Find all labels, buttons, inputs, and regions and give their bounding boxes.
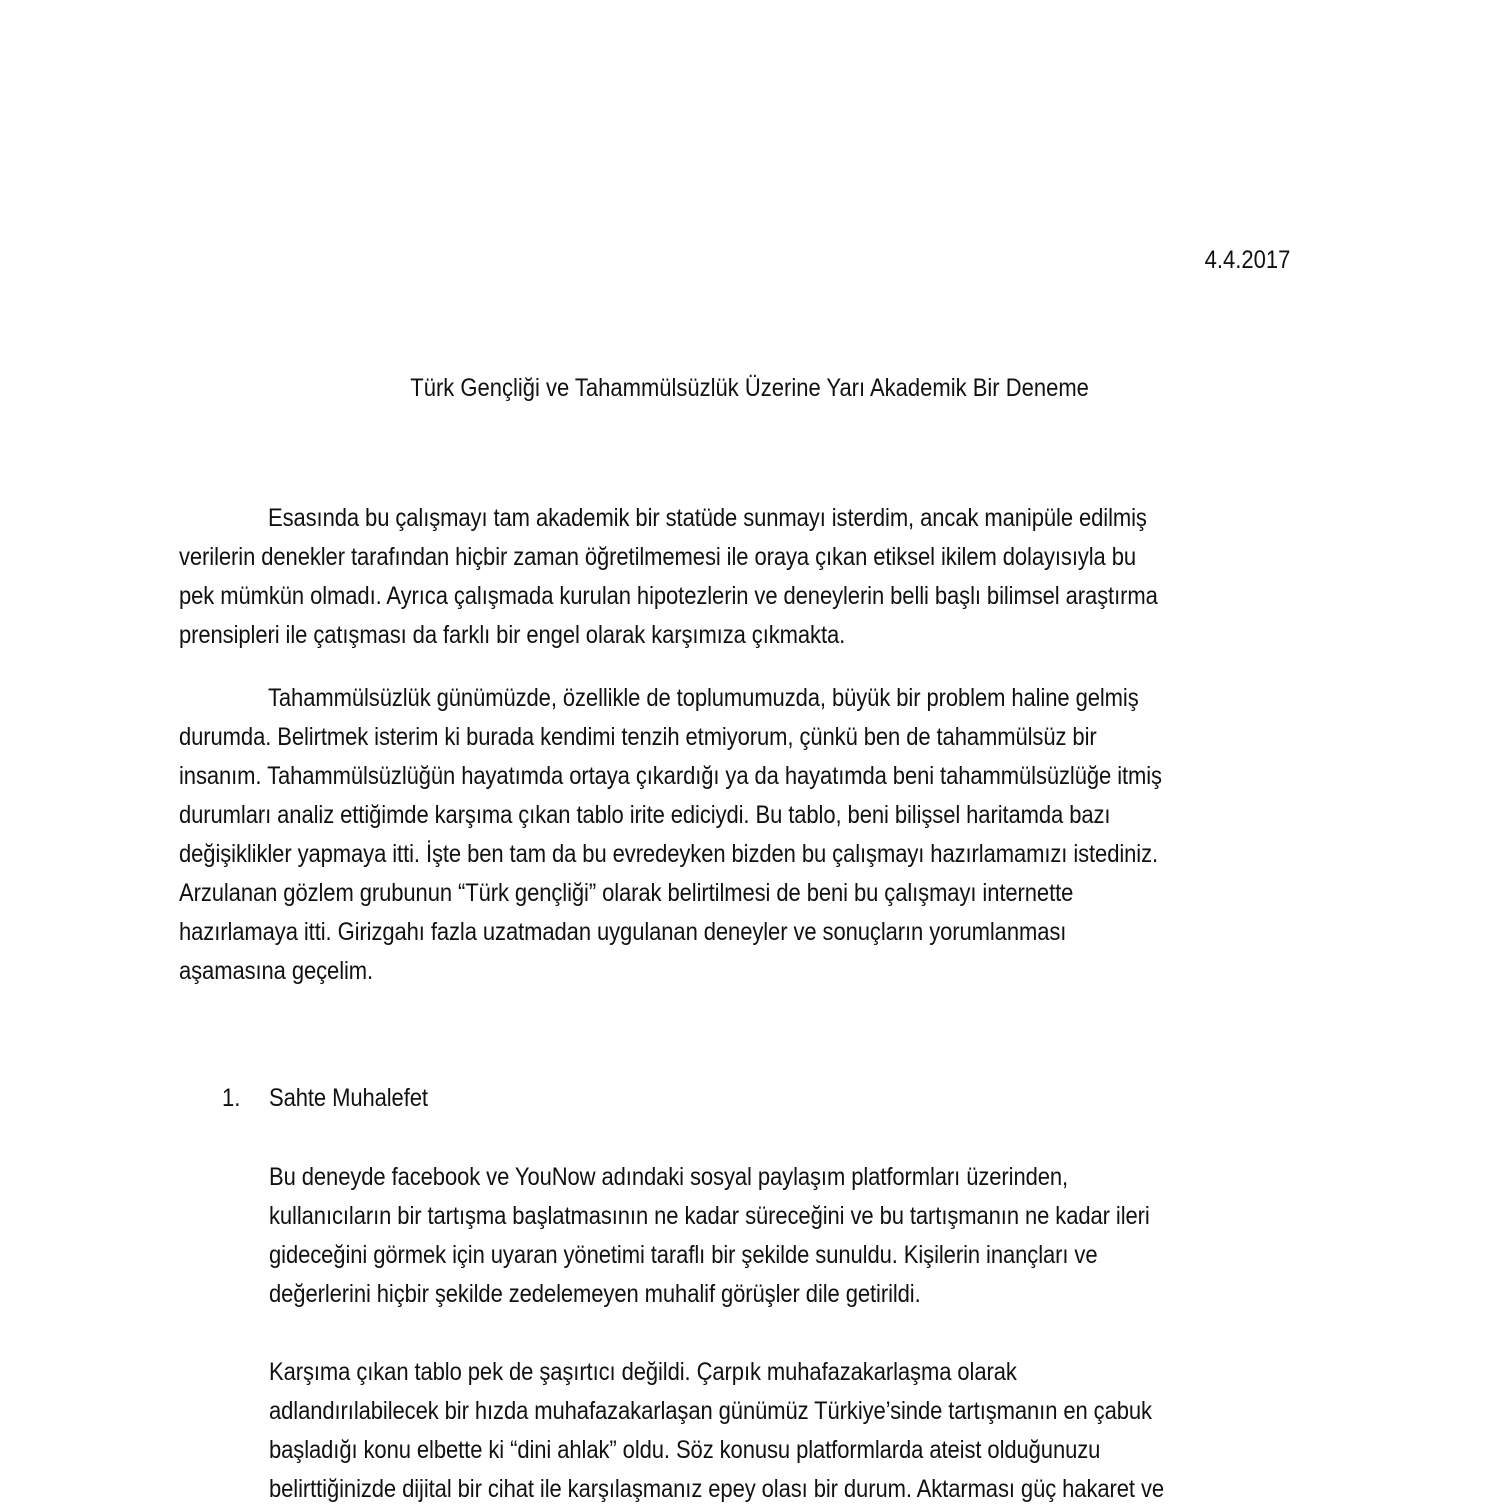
document-title xyxy=(0,373,1500,403)
text-line: Karşıma çıkan tablo pek de şaşırtıcı değildi. Çarpık muhafazakarlaşma olarak xyxy=(269,1358,1017,1386)
text-line: değerlerini hiçbir şekilde zedelemeyen muhalif görüşler dile getirildi. xyxy=(269,1280,921,1308)
text-line: kullanıcıların bir tartışma başlatmasının ne kadar süreceğini ve bu tartışmanın ne kadar ileri xyxy=(269,1202,1150,1230)
text-line: hazırlamaya itti. Girizgahı fazla uzatmadan uygulanan deneyler ve sonuçların yorumlanması xyxy=(179,918,1067,946)
text-line: Tahammülsüzlük günümüzde, özellikle de toplumumuzda, büyük bir problem haline gelmiş xyxy=(268,684,1139,712)
text-line: adlandırılabilecek bir hızda muhafazakarlaşan günümüz Türkiye’sinde tartışmanın en çabuk xyxy=(269,1397,1152,1425)
document-date: 4.4.2017 xyxy=(1204,246,1290,274)
text-line: prensipleri ile çatışması da farklı bir engel olarak karşımıza çıkmakta. xyxy=(179,621,846,649)
text-line: Arzulanan gözlem grubunun “Türk gençliği” olarak belirtilmesi de beni bu çalışmayı internette xyxy=(179,879,1074,907)
text-line: verilerin denekler tarafından hiçbir zaman öğretilmemesi ile oraya çıkan etiksel ikilem dolayısıyla bu xyxy=(179,543,1137,571)
text-line: belirttiğinizde dijital bir cihat ile karşılaşmanız epey olası bir durum. Aktarması güç hakaret ve xyxy=(269,1475,1165,1503)
text-line: Esasında bu çalışmayı tam akademik bir statüde sunmayı isterdim, ancak manipüle edilmiş xyxy=(268,504,1147,532)
document-title-text: Türk Gençliği ve Tahammülsüzlük Üzerine Yarı Akademik Bir Deneme xyxy=(410,374,1090,402)
section-heading-text: Sahte Muhalefet xyxy=(269,1084,428,1112)
text-line: başladığı konu elbette ki “dini ahlak” oldu. Söz konusu platformlarda ateist olduğunuzu xyxy=(269,1436,1101,1464)
text-line: gideceğini görmek için uyaran yönetimi taraflı bir şekilde sunuldu. Kişilerin inançları ve xyxy=(269,1241,1098,1269)
section-number: 1. xyxy=(222,1084,241,1112)
text-line: Bu deneyde facebook ve YouNow adındaki sosyal paylaşım platformları üzerinden, xyxy=(269,1163,1069,1191)
text-line: insanım. Tahammülsüzlüğün hayatımda ortaya çıkardığı ya da hayatımda beni tahammülsüzlüğe itmiş xyxy=(179,762,1162,790)
text-line: durumları analiz ettiğimde karşıma çıkan tablo irite ediciydi. Bu tablo, beni bilişsel haritamda bazı xyxy=(179,801,1111,829)
text-line: değişiklikler yapmaya itti. İşte ben tam da bu evredeyken bizden bu çalışmayı hazırlamamızı istediniz. xyxy=(179,840,1159,868)
text-line: aşamasına geçelim. xyxy=(179,957,374,985)
text-line: durumda. Belirtmek isterim ki burada kendimi tenzih etmiyorum, çünkü ben de tahammülsüz bir xyxy=(179,723,1097,751)
text-line: pek mümkün olmadı. Ayrıca çalışmada kurulan hipotezlerin ve deneylerin belli başlı bilimsel araştırma xyxy=(179,582,1158,610)
